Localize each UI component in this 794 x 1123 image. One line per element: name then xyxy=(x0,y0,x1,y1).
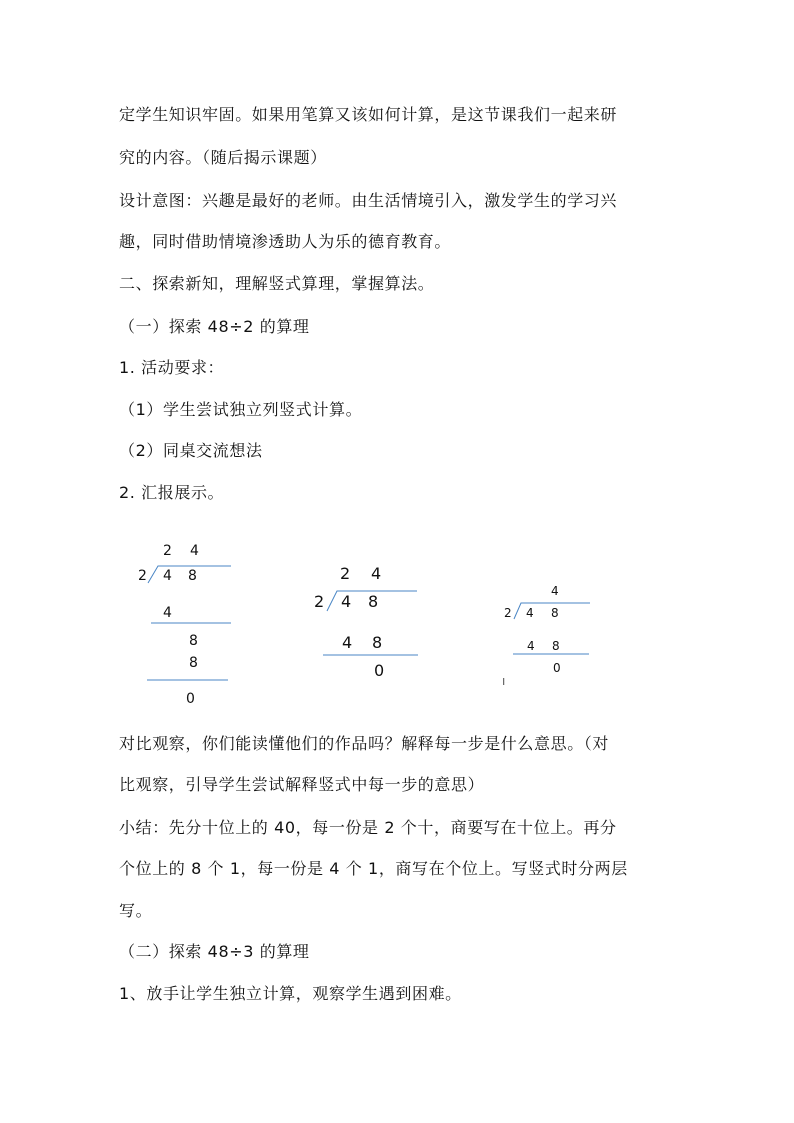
subsection-heading-1: （一）探索 48÷2 的算理 xyxy=(119,317,310,336)
text-line-8: （1）学生尝试独立列竖式计算。 xyxy=(119,400,363,419)
text-line-10: 2. 汇报展示。 xyxy=(119,483,225,502)
bring-down: 8 xyxy=(189,633,198,649)
subtract-1: 4 xyxy=(163,605,172,621)
divisor: 2 xyxy=(138,568,147,584)
subsection-heading-2: （二）探索 48÷3 的算理 xyxy=(119,942,310,961)
remainder: 0 xyxy=(374,661,385,680)
subtract-tens: 4 xyxy=(527,639,535,653)
subtract-tens: 4 xyxy=(342,633,353,652)
dividend-ones: 8 xyxy=(551,606,559,620)
quotient-ones: 4 xyxy=(190,543,199,559)
subtract-2: 8 xyxy=(189,655,198,671)
text-line-17: 1、放手让学生独立计算，观察学生遇到困难。 xyxy=(119,984,462,1003)
dividend-tens: 4 xyxy=(341,592,352,611)
quotient: 4 xyxy=(551,584,559,598)
text-line-9: （2）同桌交流想法 xyxy=(119,441,263,460)
text-line-12: 比观察，引导学生尝试解释竖式中每一步的意思） xyxy=(119,775,485,794)
text-line-4: 趣，同时借助情境渗透助人为乐的德育教育。 xyxy=(119,232,452,251)
remainder: 0 xyxy=(186,691,195,707)
section-heading: 二、探索新知，理解竖式算理，掌握算法。 xyxy=(119,274,435,293)
summary-line-3: 写。 xyxy=(119,901,153,920)
quotient-ones: 4 xyxy=(371,564,382,583)
subtract-ones: 8 xyxy=(372,633,383,652)
dividend-tens: 4 xyxy=(526,606,534,620)
subtract-ones: 8 xyxy=(552,639,560,653)
summary-line-2: 个位上的 8 个 1，每一份是 4 个 1，商写在个位上。写竖式时分两层 xyxy=(119,859,628,878)
text-line-1: 定学生知识牢固。如果用笔算又该如何计算，是这节课我们一起来研 xyxy=(119,105,618,124)
text-line-11: 对比观察，你们能读懂他们的作品吗？解释每一步是什么意思。（对 xyxy=(119,734,610,753)
divisor: 2 xyxy=(314,592,325,611)
dividend-tens: 4 xyxy=(163,568,172,584)
quotient-tens: 2 xyxy=(340,564,351,583)
remainder: 0 xyxy=(553,661,561,675)
stray-mark: ı xyxy=(502,674,506,688)
text-line-7: 1. 活动要求： xyxy=(119,358,225,377)
summary-line-1: 小结：先分十位上的 40，每一份是 2 个十，商要写在十位上。再分 xyxy=(119,818,617,837)
text-line-3: 设计意图：兴趣是最好的老师。由生活情境引入，激发学生的学习兴 xyxy=(119,191,618,210)
text-line-2: 究的内容。（随后揭示课题） xyxy=(119,148,327,167)
divisor: 2 xyxy=(504,606,512,620)
quotient-tens: 2 xyxy=(163,543,172,559)
dividend-ones: 8 xyxy=(368,592,379,611)
dividend-ones: 8 xyxy=(188,568,197,584)
